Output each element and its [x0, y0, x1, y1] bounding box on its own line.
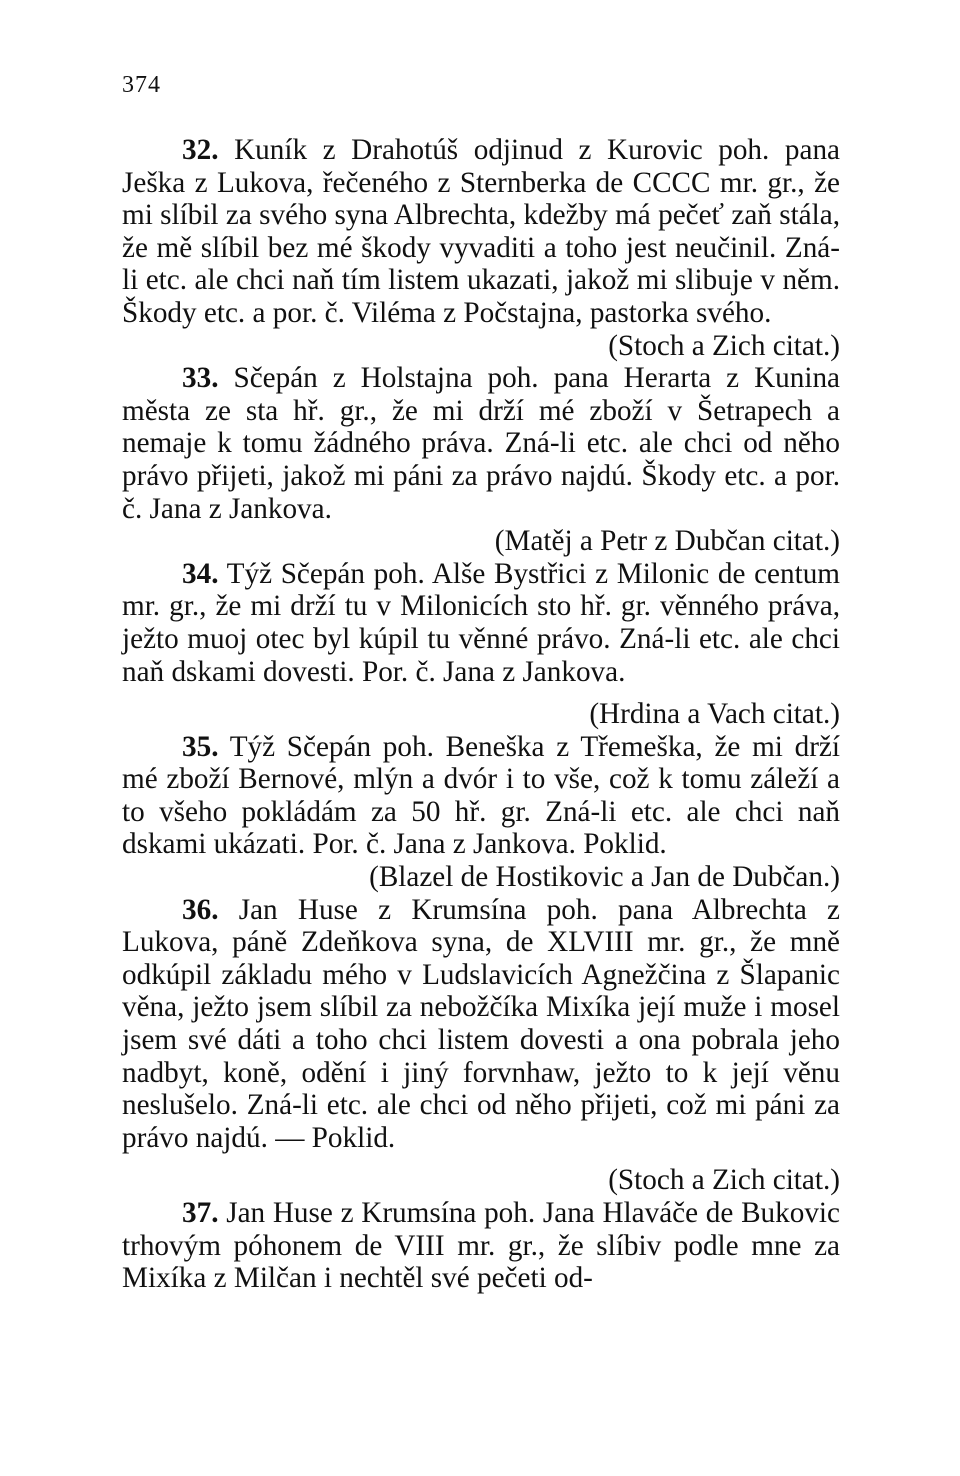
entry-36 — [122, 894, 840, 1197]
page-body — [122, 134, 840, 1295]
entry-paragraph — [122, 731, 840, 861]
entry-number: 37. — [182, 1197, 219, 1229]
entry-paragraph — [122, 134, 840, 330]
entry-paragraph — [122, 558, 840, 688]
entry-34 — [122, 558, 840, 731]
entry-text: Sčepán z Holstajna poh. pana Herarta z Kunina města ze sta hř. gr., že mi drží mé zboží v Šetrapech a nemaje k tomu žádného práva. Zná-li etc. ale chci od něho právo přijeti, jakož mi páni za právo najdú. Škody etc. a por. č. Jana z Jankova. — [122, 362, 840, 525]
entry-citation: (Stoch a Zich citat.) — [608, 1164, 840, 1197]
entry-number: 34. — [182, 557, 219, 590]
entry-paragraph — [122, 1197, 840, 1295]
entry-text: Týž Sčepán poh. Alše Bystřici z Milonic de centum mr. gr., že mi drží tu v Milonicích sto hř. gr. věnného práva, ježto muoj otec byl kúpil tu věnné právo. Zná-li etc. ale chci naň dskami dovesti. Por. č. Jana z Jankova. — [122, 557, 840, 688]
entry-paragraph — [122, 894, 840, 1155]
entry-citation: (Matěj a Petr z Dubčan citat.) — [494, 525, 840, 558]
entry-text: Jan Huse z Krumsína poh. pana Albrechta z Lukova, páně Zdeňkova syna, de XLVIII mr. gr., že mně odkúpil základu mého v Ludslavicích Agnežčina z Šlapanic věna, ježto jsem slíbil za nebožčíka Mixíka její muže i mosel jsem své dáti a toho chci listem dovesti a ona pobrala jeho nadbyt, koně, odění i jiný forvnhaw, ježto to k její věnu neslušelo. Zná-li etc. ale chci od něho přijeti, což mi páni za právo najdú. — Poklid. — [122, 893, 841, 1154]
entry-37 — [122, 1197, 840, 1295]
entry-number: 36. — [182, 893, 219, 926]
entry-33 — [122, 362, 840, 558]
entry-citation: (Stoch a Zich citat.) — [608, 329, 840, 362]
entry-35 — [122, 731, 840, 894]
page-number: 374 — [122, 72, 161, 98]
entry-text: Jan Huse z Krumsína poh. Jana Hlaváče de Bukovic trhovým póhonem de VIII mr. gr., že slíbiv podle mne za Mixíka z Milčan i nechtěl své pečeti od- — [122, 1197, 840, 1295]
entry-number: 35. — [182, 730, 219, 763]
entry-paragraph — [122, 362, 840, 525]
entry-number: 33. — [182, 362, 219, 395]
entry-text: Týž Sčepán poh. Beneška z Třemeška, že mi drží mé zboží Bernové, mlýn a dvór i to vše, což k tomu záleží a to všeho pokládám za 50 hř. gr. Zná-li etc. ale chci naň dskami ukázati. Por. č. Jana z Jankova. Poklid. — [122, 730, 840, 861]
entry-number: 32. — [182, 134, 219, 166]
entry-text: Kuník z Drahotúš odjinud z Kurovic poh. pana Ješka z Lukova, řečeného z Sternberka de CCCC mr. gr., že mi slíbil za svého syna Albrechta, kdežby má pečeť zaň stála, že mě slíbil bez mé škody vyvaditi a toho jest neučinil. Zná-li etc. ale chci naň tím listem ukazati, jakož mi slibuje v něm. Škody etc. a por. č. Viléma z Počstajna, pastorka svého. — [122, 134, 840, 329]
entry-citation: (Blazel de Hostikovic a Jan de Dubčan.) — [369, 861, 840, 894]
entry-32 — [122, 134, 840, 362]
entry-citation: (Hrdina a Vach citat.) — [589, 698, 840, 731]
